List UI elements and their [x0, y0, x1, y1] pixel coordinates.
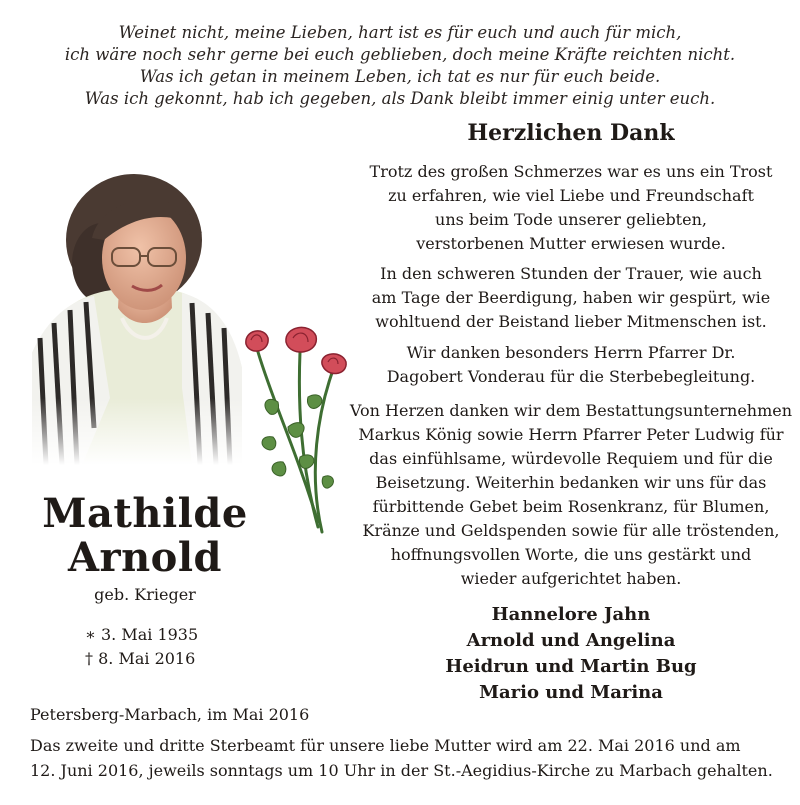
text-line: verstorbenen Mutter erwiesen wurde. — [416, 234, 726, 253]
text-line: am Tage der Beerdigung, haben wir gespürt, wie — [371, 288, 771, 307]
signer: Mario und Marina — [479, 682, 663, 703]
text-line: Dagobert Vonderau für die Sterbebegleitung. — [386, 367, 756, 386]
death-date: † 8. Mai 2016 — [85, 649, 196, 668]
text-line: fürbittende Gebet beim Rosenkranz, für Blumen, — [372, 497, 770, 516]
thanks-paragraph-3 — [330, 341, 800, 389]
text-line: Wir danken besonders Herrn Pfarrer Dr. — [406, 343, 736, 362]
memorial-mass-notice — [30, 733, 775, 783]
poem-line: Was ich gekonnt, hab ich gegeben, als Dank bleibt immer einig unter euch. — [84, 89, 716, 108]
maiden-name: geb. Krieger — [94, 585, 196, 604]
signer: Arnold und Angelina — [466, 630, 676, 651]
deceased-name — [30, 492, 260, 580]
text-line: wohltuend der Beistand lieber Mitmenschen ist. — [375, 312, 767, 331]
signer: Hannelore Jahn — [491, 604, 651, 625]
thanks-title: Herzlichen Dank — [467, 120, 675, 146]
text-line: Das zweite und dritte Sterbeamt für unsere liebe Mutter wird am 22. Mai 2016 und am — [30, 736, 741, 755]
text-line: hoffnungsvollen Worte, die uns gestärkt und — [390, 545, 752, 564]
text-line: das einfühlsame, würdevolle Requiem und für die — [369, 449, 773, 468]
thanks-paragraph-2 — [330, 262, 800, 334]
signers — [345, 602, 797, 706]
text-line: uns beim Tode unserer geliebten, — [435, 210, 707, 229]
poem-line: Was ich getan in meinem Leben, ich tat es nur für euch beide. — [139, 67, 661, 86]
text-line: Von Herzen danken wir dem Bestattungsunternehmen — [349, 401, 793, 420]
text-line: Beisetzung. Weiterhin bedanken wir uns für das — [375, 473, 767, 492]
last-name: Arnold — [67, 534, 223, 581]
text-line: zu erfahren, wie viel Liebe und Freundschaft — [388, 186, 754, 205]
first-name: Mathilde — [42, 490, 248, 537]
text-line: In den schweren Stunden der Trauer, wie auch — [380, 264, 762, 283]
text-line: Kränze und Geldspenden sowie für alle tröstenden, — [362, 521, 780, 540]
signer: Heidrun und Martin Bug — [445, 656, 697, 677]
birth-date: ∗ 3. Mai 1935 — [85, 625, 199, 644]
text-line: Trotz des großen Schmerzes war es uns ein Trost — [369, 162, 773, 181]
text-line: wieder aufgerichtet haben. — [460, 569, 682, 588]
poem-line: Weinet nicht, meine Lieben, hart ist es für euch und auch für mich, — [118, 23, 682, 42]
text-line: 12. Juni 2016, jeweils sonntags um 10 Uhr in der St.-Aegidius-Kirche zu Marbach gehalten. — [30, 761, 773, 780]
thanks-paragraph-4 — [330, 399, 800, 591]
thanks-paragraph-1 — [330, 160, 800, 256]
poem-line: ich wäre noch sehr gerne bei euch geblieben, doch meine Kräfte reichten nicht. — [64, 45, 736, 64]
poem — [0, 22, 800, 110]
place-date: Petersberg-Marbach, im Mai 2016 — [30, 705, 310, 724]
portrait-photo — [32, 168, 242, 465]
text-line: Markus König sowie Herrn Pfarrer Peter Ludwig für — [358, 425, 784, 444]
